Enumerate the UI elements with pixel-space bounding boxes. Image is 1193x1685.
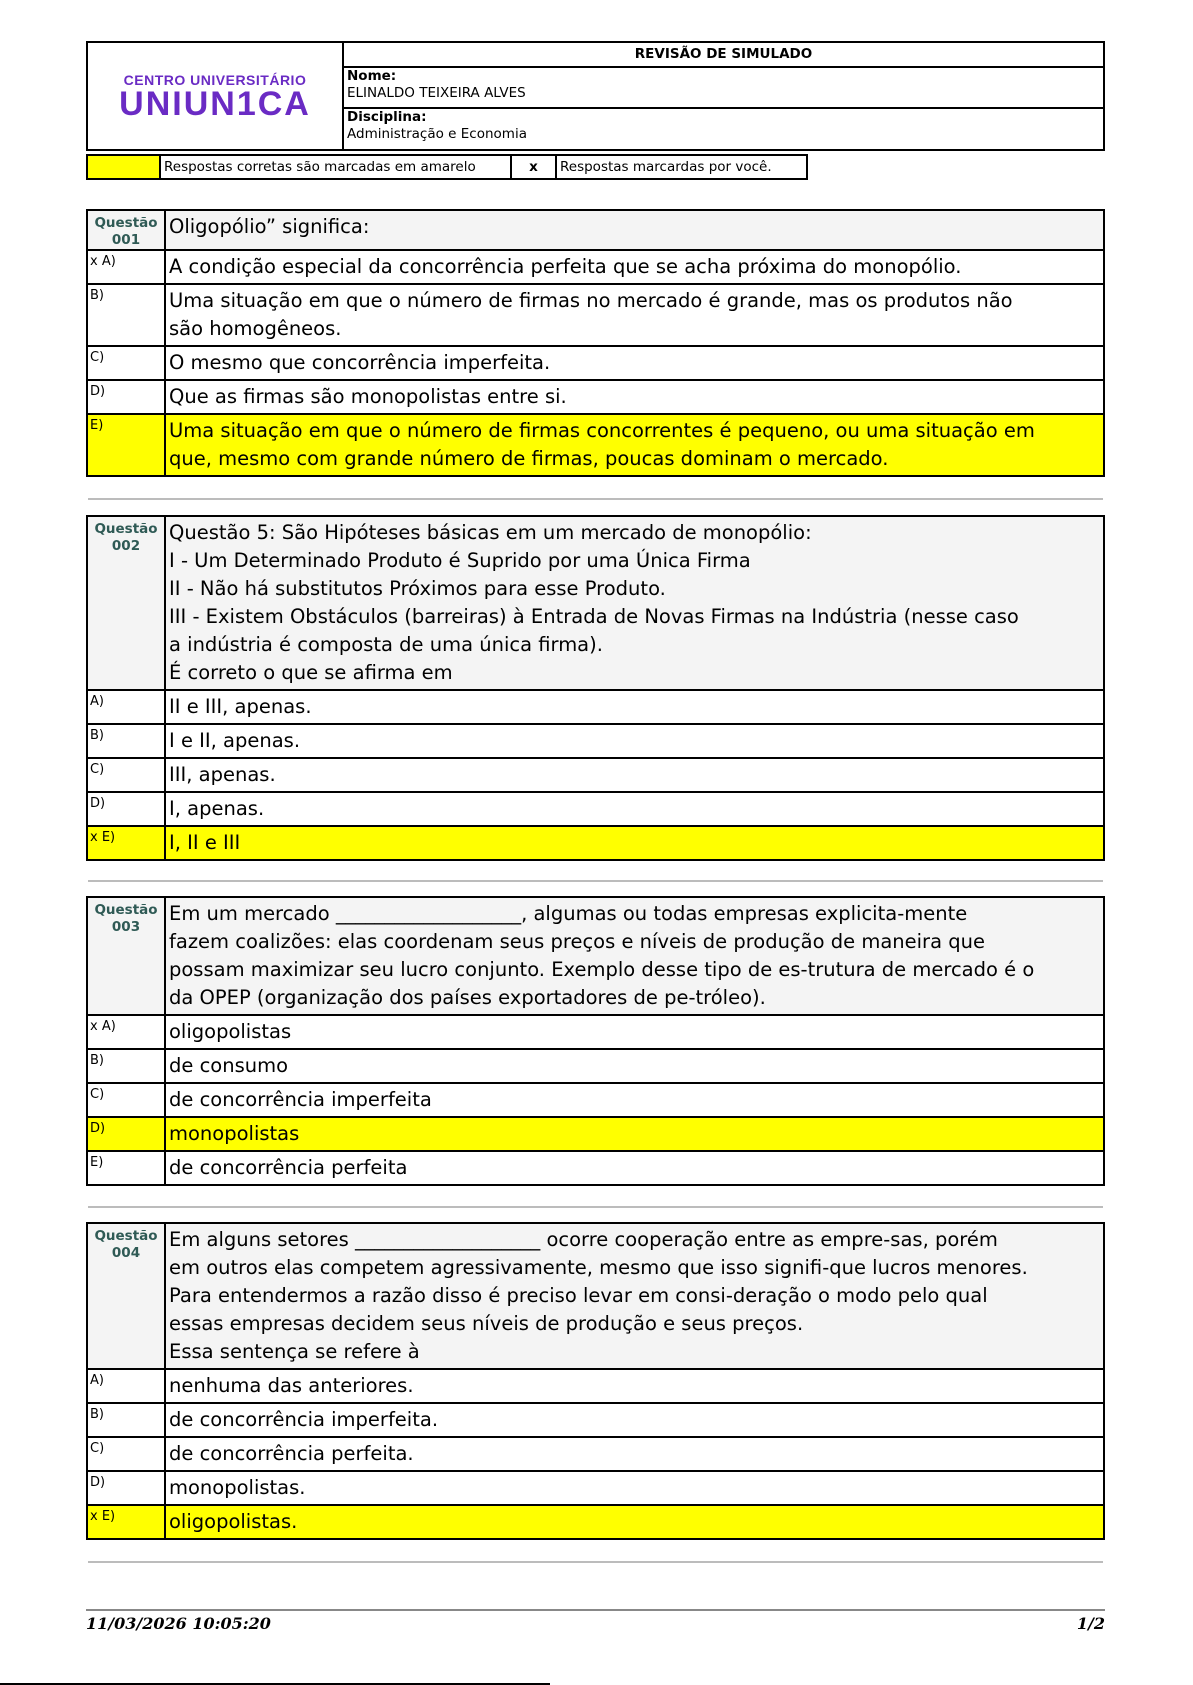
footer-page-number: 1/2 [1076,1614,1105,1633]
option-label: C) [87,758,165,792]
option-text: I, apenas. [165,792,1104,826]
question-separator [88,1206,1103,1208]
question-number: Questão 003 [87,897,165,1015]
question-separator [88,498,1103,500]
option-row[interactable] [87,1083,1104,1117]
option-label: E) [87,414,165,476]
option-row[interactable] [87,250,1104,284]
option-text: O mesmo que concorrência imperfeita. [165,346,1104,380]
option-label: C) [87,1437,165,1471]
option-label: C) [87,346,165,380]
option-text: nenhuma das anteriores. [165,1369,1104,1403]
option-row[interactable] [87,284,1104,346]
option-row[interactable] [87,792,1104,826]
question-separator [88,1561,1103,1563]
question-2 [86,515,1105,861]
question-text: Oligopólio” significa: [165,210,1104,250]
option-text: monopolistas [165,1117,1104,1151]
option-row[interactable] [87,1049,1104,1083]
option-text: de concorrência perfeita [165,1151,1104,1185]
option-text: de consumo [165,1049,1104,1083]
option-text: Uma situação em que o número de firmas no mercado é grande, mas os produtos não são homogêneos. [165,284,1104,346]
question-3 [86,896,1105,1186]
footer-datetime: 11/03/2026 10:05:20 [86,1614,271,1633]
option-row[interactable] [87,826,1104,860]
option-row[interactable] [87,690,1104,724]
option-label: E) [87,1151,165,1185]
logo-line2: UNIUN1CA [119,85,311,123]
option-text: III, apenas. [165,758,1104,792]
option-row[interactable] [87,346,1104,380]
option-label: x E) [87,1505,165,1539]
name-value: ELINALDO TEIXEIRA ALVES [347,85,526,101]
question-text: Em alguns setores ___________________ ocorre cooperação entre as empre-sas, porém em outros elas competem agressivamente, mesmo que isso signifi-que lucros menores. Para entendermos a razão disso é preciso levar em consi-deração o modo pelo qual essas empresas decidem seus níveis de produção e seus preços. Essa sentença se refere à [165,1223,1104,1369]
discipline-value: Administração e Economia [347,126,527,142]
logo-line1: CENTRO UNIVERSITÁRIO [123,72,307,88]
option-label: B) [87,1049,165,1083]
question-1 [86,209,1105,477]
option-text: de concorrência imperfeita [165,1083,1104,1117]
option-label: A) [87,1369,165,1403]
option-row[interactable] [87,1369,1104,1403]
option-text: Uma situação em que o número de firmas concorrentes é pequeno, ou uma situação em que, mesmo com grande número de firmas, poucas dominam o mercado. [165,414,1104,476]
legend-mark: x [511,155,556,179]
option-text: oligopolistas [165,1015,1104,1049]
option-row[interactable] [87,758,1104,792]
footer-divider [86,1609,1105,1611]
option-label: x A) [87,1015,165,1049]
option-label: A) [87,690,165,724]
option-text: I, II e III [165,826,1104,860]
option-text: oligopolistas. [165,1505,1104,1539]
option-label: D) [87,1471,165,1505]
question-separator [88,880,1103,882]
option-label: x E) [87,826,165,860]
option-label: D) [87,792,165,826]
option-label: x A) [87,250,165,284]
option-text: monopolistas. [165,1471,1104,1505]
option-label: B) [87,1403,165,1437]
discipline-cell [343,108,1104,150]
question-text: Questão 5: São Hipóteses básicas em um mercado de monopólio: I - Um Determinado Produto é Suprido por uma Única Firma II - Não há substitutos Próximos para esse Produto. III - Existem Obstáculos (barreiras) à Entrada de Novas Firmas na Indústria (nesse caso a indústria é composta de uma única firma). É correto o que se afirma em [165,516,1104,690]
legend-correct-text: Respostas corretas são marcadas em amarelo [160,155,511,179]
name-cell [343,67,1104,108]
option-text: de concorrência perfeita. [165,1437,1104,1471]
option-label: C) [87,1083,165,1117]
option-row[interactable] [87,1403,1104,1437]
option-row[interactable] [87,414,1104,476]
option-label: B) [87,284,165,346]
question-4 [86,1222,1105,1540]
option-text: de concorrência imperfeita. [165,1403,1104,1437]
option-row[interactable] [87,1505,1104,1539]
option-label: B) [87,724,165,758]
option-text: II e III, apenas. [165,690,1104,724]
page-title: REVISÃO DE SIMULADO [343,42,1104,67]
name-label: Nome: [347,68,397,84]
question-text: Em um mercado ___________________, algumas ou todas empresas explicita-mente fazem coalizões: elas coordenam seus preços e níveis de produção de maneira que possam maximizar seu lucro conjunto. Exemplo desse tipo de es-trutura de mercado é o da OPEP (organização dos países exportadores de pe-tróleo). [165,897,1104,1015]
uniunica-logo [119,72,311,123]
option-label: D) [87,1117,165,1151]
option-row[interactable] [87,380,1104,414]
option-row[interactable] [87,724,1104,758]
option-text: I e II, apenas. [165,724,1104,758]
option-text: Que as firmas são monopolistas entre si. [165,380,1104,414]
option-row[interactable] [87,1437,1104,1471]
option-label: D) [87,380,165,414]
header-table [86,41,1105,151]
question-number: Questão 001 [87,210,165,250]
question-number: Questão 004 [87,1223,165,1369]
option-row[interactable] [87,1117,1104,1151]
legend-yellow-swatch [87,155,160,179]
option-row[interactable] [87,1015,1104,1049]
question-number: Questão 002 [87,516,165,690]
option-text: A condição especial da concorrência perfeita que se acha próxima do monopólio. [165,250,1104,284]
discipline-label: Disciplina: [347,109,427,125]
legend-marked-text: Respostas marcardas por você. [556,155,807,179]
logo-cell [87,42,343,150]
option-row[interactable] [87,1471,1104,1505]
legend [86,154,808,180]
option-row[interactable] [87,1151,1104,1185]
